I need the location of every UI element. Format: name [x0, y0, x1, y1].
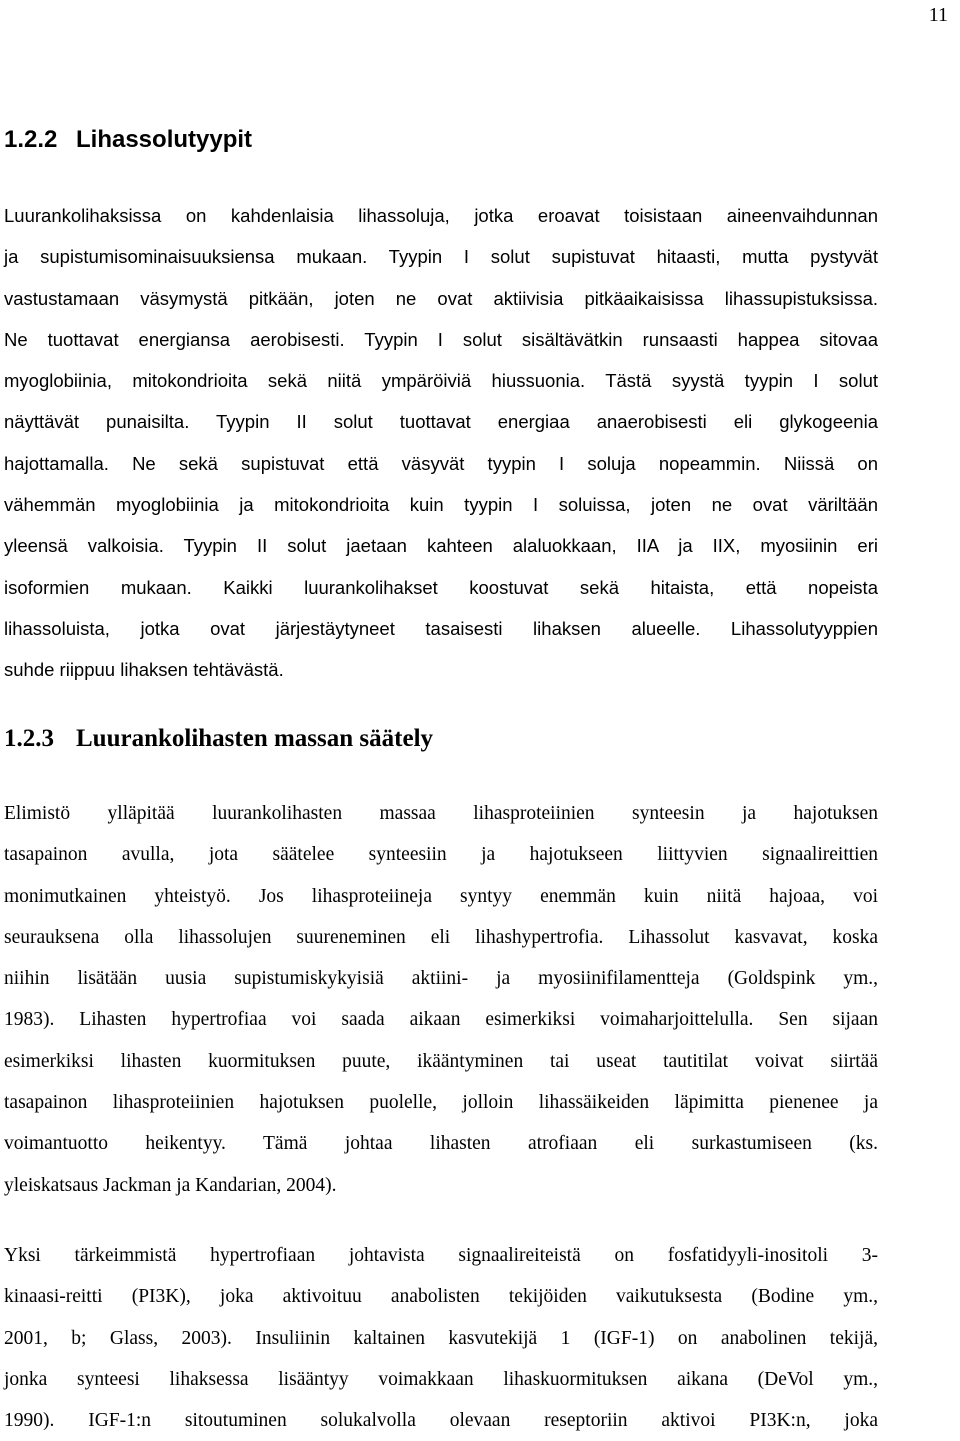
text-line: seurauksena olla lihassolujen suureneminen eli lihashypertrofia. Lihassolut kasvavat, koska: [4, 926, 878, 948]
text-line: lihassoluista, jotka ovat järjestäytyneet tasaisesti lihaksen alueelle. Lihassolutyyppien: [4, 617, 878, 639]
section-number: 1.2.3: [4, 725, 54, 752]
text-line: vähemmän myoglobiinia ja mitokondrioita kuin tyypin I soluissa, joten ne ovat väriltään: [4, 494, 878, 516]
text-line: myoglobiinia, mitokondrioita sekä niitä ympäröiviä hiussuonia. Tästä syystä tyypin I solut: [4, 370, 878, 392]
text-line: kinaasi-reitti (PI3K), joka aktivoituu anabolisten tekijöiden vaikutuksesta (Bodine ym.,: [4, 1286, 878, 1308]
text-line: Yksi tärkeimmistä hypertrofiaan johtavista signaalireiteistä on fosfatidyyli-inositoli 3-: [4, 1245, 878, 1266]
text-line: esimerkiksi lihasten kuormituksen puute, ikääntyminen tai useat tautitilat voivat siirtää: [4, 1050, 878, 1072]
text-line: yleiskatsaus Jackman ja Kandarian, 2004).: [4, 1174, 337, 1196]
text-line: vastustamaan väsymystä pitkään, joten ne ovat aktiivisia pitkäaikaisissa lihassupistuksissa.: [4, 287, 878, 309]
page-number: 11: [928, 4, 948, 26]
text-line: 1983). Lihasten hypertrofiaa voi saada aikaan esimerkiksi voimaharjoittelulla. Sen sijaan: [4, 1009, 878, 1031]
section-heading-massan-saately: [4, 724, 433, 754]
text-line: Luurankolihaksissa on kahdenlaisia lihassoluja, jotka eroavat toisistaan aineenvaihdunnan: [4, 205, 878, 226]
text-line: Ne tuottavat energiansa aerobisesti. Tyypin I solut sisältävätkin runsaasti happea sitovaa: [4, 328, 878, 350]
text-line: tasapainon avulla, jota säätelee synteesiin ja hajotukseen liittyvien signaalireittien: [4, 844, 878, 866]
text-line: isoformien mukaan. Kaikki luurankolihakset koostuvat sekä hitaista, että nopeista: [4, 576, 878, 598]
paragraph-massan-saately-1: [4, 793, 878, 1206]
text-line: suhde riippuu lihaksen tehtävästä.: [4, 659, 284, 681]
text-line: näyttävät punaisilta. Tyypin II solut tuottavat energiaa anaerobisesti eli glykogeenia: [4, 411, 878, 433]
section-number: 1.2.2: [4, 126, 58, 153]
text-line: ja supistumisominaisuuksiensa mukaan. Tyypin I solut supistuvat hitaasti, mutta pystyvät: [4, 246, 878, 268]
text-line: 1990). IGF-1:n sitoutuminen solukalvolla olevaan reseptoriin aktivoi PI3K:n, joka: [4, 1410, 878, 1432]
text-line: niihin lisätään uusia supistumiskykyisiä aktiini- ja myosiinifilamentteja (Goldspink ym.,: [4, 968, 878, 990]
section-title: Lihassolutyypit: [76, 126, 253, 153]
text-line: tasapainon lihasproteiinien hajotuksen puolelle, jolloin lihassäikeiden läpimitta pienenee ja: [4, 1092, 878, 1114]
section-title: Luurankolihasten massan säätely: [76, 725, 434, 752]
paragraph-lihassolutyypit: [4, 195, 878, 691]
text-line: voimantuotto heikentyy. Tämä johtaa lihasten atrofiaan eli surkastumiseen (ks.: [4, 1133, 878, 1155]
text-line: monimutkainen yhteistyö. Jos lihasproteiineja syntyy enemmän kuin niitä hajoaa, voi: [4, 885, 878, 907]
text-line: yleensä valkoisia. Tyypin II solut jaetaan kahteen alaluokkaan, IIA ja IIX, myosiinin eri: [4, 535, 878, 557]
text-line: hajottamalla. Ne sekä supistuvat että väsyvät tyypin I soluja nopeammin. Niissä on: [4, 452, 878, 474]
text-line: Elimistö ylläpitää luurankolihasten massaa lihasproteiinien synteesin ja hajotuksen: [4, 803, 878, 824]
text-line: jonka synteesi lihaksessa lisääntyy voimakkaan lihaskuormituksen aikana (DeVol ym.,: [4, 1368, 878, 1390]
paragraph-massan-saately-2: [4, 1235, 878, 1441]
section-heading-lihassolutyypit: [4, 125, 252, 155]
text-line: 2001, b; Glass, 2003). Insuliinin kaltainen kasvutekijä 1 (IGF-1) on anabolinen tekijä,: [4, 1327, 878, 1349]
